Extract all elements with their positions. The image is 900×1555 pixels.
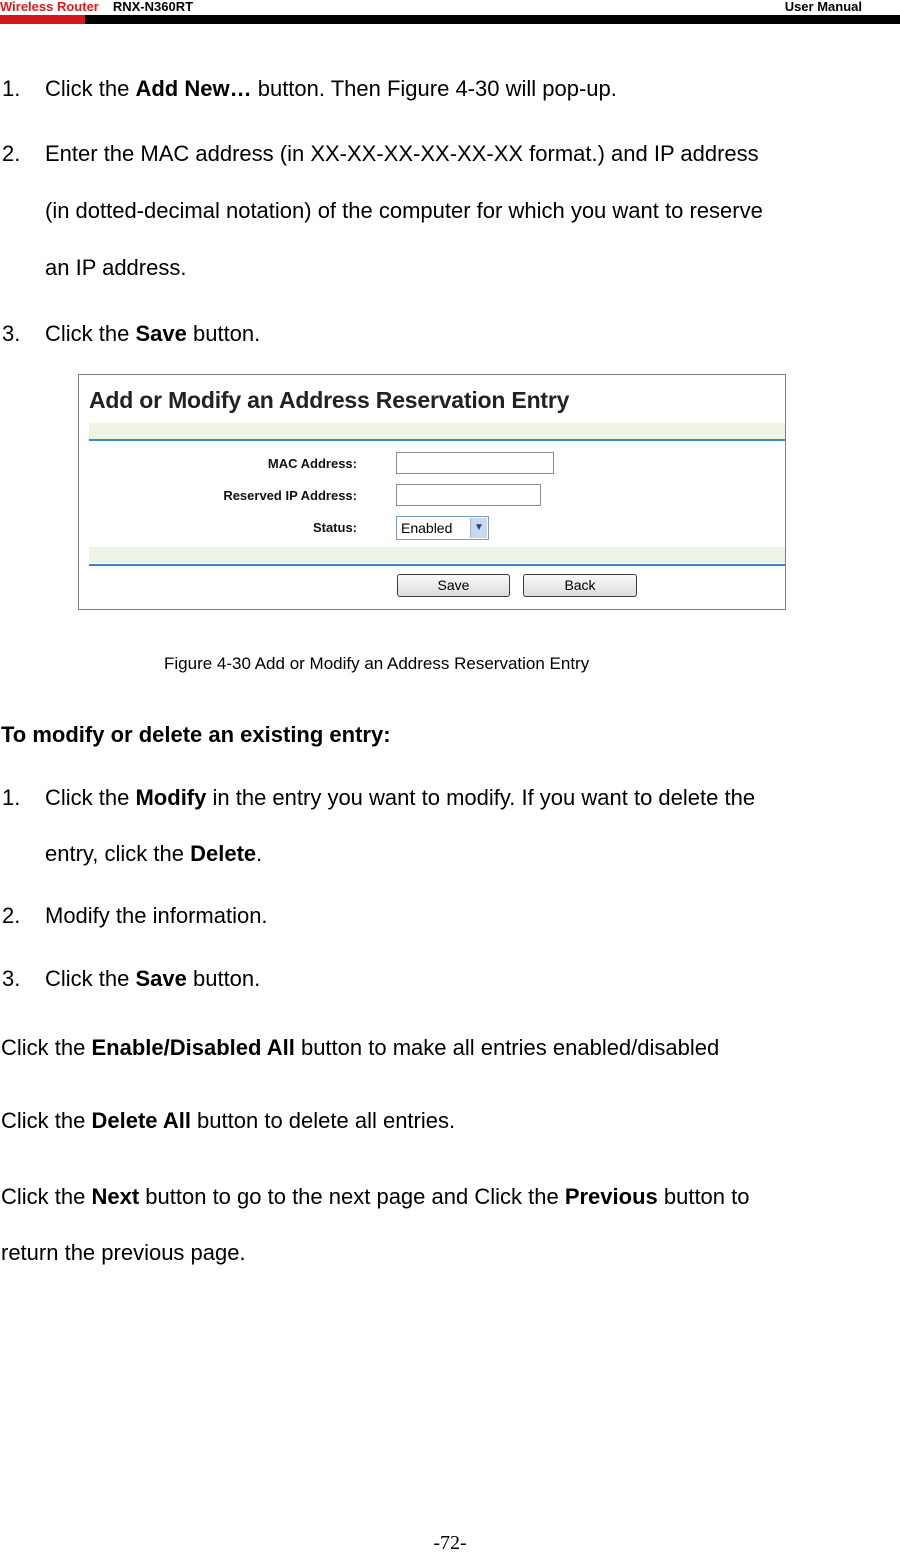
back-button[interactable]: Back bbox=[523, 574, 637, 597]
text: Click the bbox=[45, 76, 136, 101]
step-text bbox=[45, 76, 617, 102]
reserved-ip-input[interactable] bbox=[396, 484, 541, 506]
paragraph-delete-all bbox=[1, 1108, 455, 1134]
step-number: 2. bbox=[2, 141, 21, 166]
page-number: -72- bbox=[433, 1532, 467, 1554]
figure-title: Add or Modify an Address Reservation Entry bbox=[89, 387, 570, 413]
step-text bbox=[45, 966, 260, 992]
text: button to delete all entries. bbox=[190, 1108, 456, 1133]
text: Click the bbox=[1, 1108, 92, 1133]
figure-band-top bbox=[89, 423, 785, 439]
paragraph-next-previous-line2: return the previous page. bbox=[1, 1240, 246, 1265]
text: Click the bbox=[1, 1184, 92, 1209]
bold-text: Save bbox=[135, 966, 187, 991]
figure-band-bottom bbox=[89, 547, 785, 563]
paragraph-next-previous bbox=[1, 1184, 750, 1210]
step-number: 3. bbox=[2, 966, 21, 991]
page-header bbox=[0, 0, 900, 26]
bold-text: Save bbox=[135, 321, 187, 346]
figure-rule-top bbox=[89, 439, 785, 441]
bold-text: Add New… bbox=[135, 76, 252, 101]
header-model: RNX-N360RT bbox=[112, 0, 194, 14]
paragraph-enable-all bbox=[1, 1035, 719, 1061]
text: button. Then Figure 4-30 will pop-up. bbox=[251, 76, 617, 101]
text: button. bbox=[186, 966, 261, 991]
text: in the entry you want to modify. If you want to delete the bbox=[206, 785, 756, 810]
header-rule bbox=[0, 15, 900, 24]
step-text bbox=[45, 321, 260, 347]
figure-caption: Figure 4-30 Add or Modify an Address Reservation Entry bbox=[164, 654, 590, 673]
step-text: an IP address. bbox=[45, 255, 187, 280]
text: Click the bbox=[45, 321, 136, 346]
text: entry, click the bbox=[45, 841, 191, 866]
mac-address-label: MAC Address: bbox=[267, 456, 357, 471]
text: . bbox=[256, 841, 263, 866]
chevron-down-icon[interactable]: ▼ bbox=[470, 518, 487, 538]
step-number: 1. bbox=[2, 76, 21, 101]
text: Click the bbox=[1, 1035, 92, 1060]
mac-address-input[interactable] bbox=[396, 452, 554, 474]
figure-rule-bottom bbox=[89, 564, 785, 566]
text: Click the bbox=[45, 785, 136, 810]
step-text: (in dotted-decimal notation) of the computer for which you want to reserve bbox=[45, 198, 763, 223]
status-select[interactable] bbox=[396, 516, 489, 540]
text: button. bbox=[186, 321, 261, 346]
bold-text: Delete All bbox=[91, 1108, 191, 1133]
section-heading: To modify or delete an existing entry: bbox=[1, 722, 391, 747]
header-left bbox=[0, 0, 193, 14]
save-button[interactable]: Save bbox=[397, 574, 510, 597]
status-select-value: Enabled bbox=[401, 520, 453, 536]
step-number: 3. bbox=[2, 321, 21, 346]
header-brand: Wireless Router bbox=[0, 0, 99, 14]
step-text bbox=[45, 785, 755, 811]
bold-text: Modify bbox=[135, 785, 207, 810]
header-rule-accent bbox=[0, 15, 85, 24]
figure-screenshot bbox=[78, 374, 786, 610]
bold-text: Delete bbox=[190, 841, 257, 866]
step-text: Enter the MAC address (in XX-XX-XX-XX-XX-XX format.) and IP address bbox=[45, 141, 759, 166]
bold-text: Enable/Disabled All bbox=[91, 1035, 295, 1060]
step-text bbox=[45, 841, 262, 867]
text: Click the bbox=[45, 966, 136, 991]
reserved-ip-label: Reserved IP Address: bbox=[223, 488, 357, 503]
step-text: Modify the information. bbox=[45, 903, 268, 928]
header-doc-type: User Manual bbox=[784, 0, 862, 14]
step-number: 1. bbox=[2, 785, 21, 810]
text: button to bbox=[657, 1184, 750, 1209]
bold-text: Previous bbox=[564, 1184, 658, 1209]
text: button to go to the next page and Click the bbox=[139, 1184, 565, 1209]
text: button to make all entries enabled/disabled bbox=[294, 1035, 720, 1060]
bold-text: Next bbox=[91, 1184, 140, 1209]
status-label: Status: bbox=[312, 520, 357, 535]
step-number: 2. bbox=[2, 903, 21, 928]
